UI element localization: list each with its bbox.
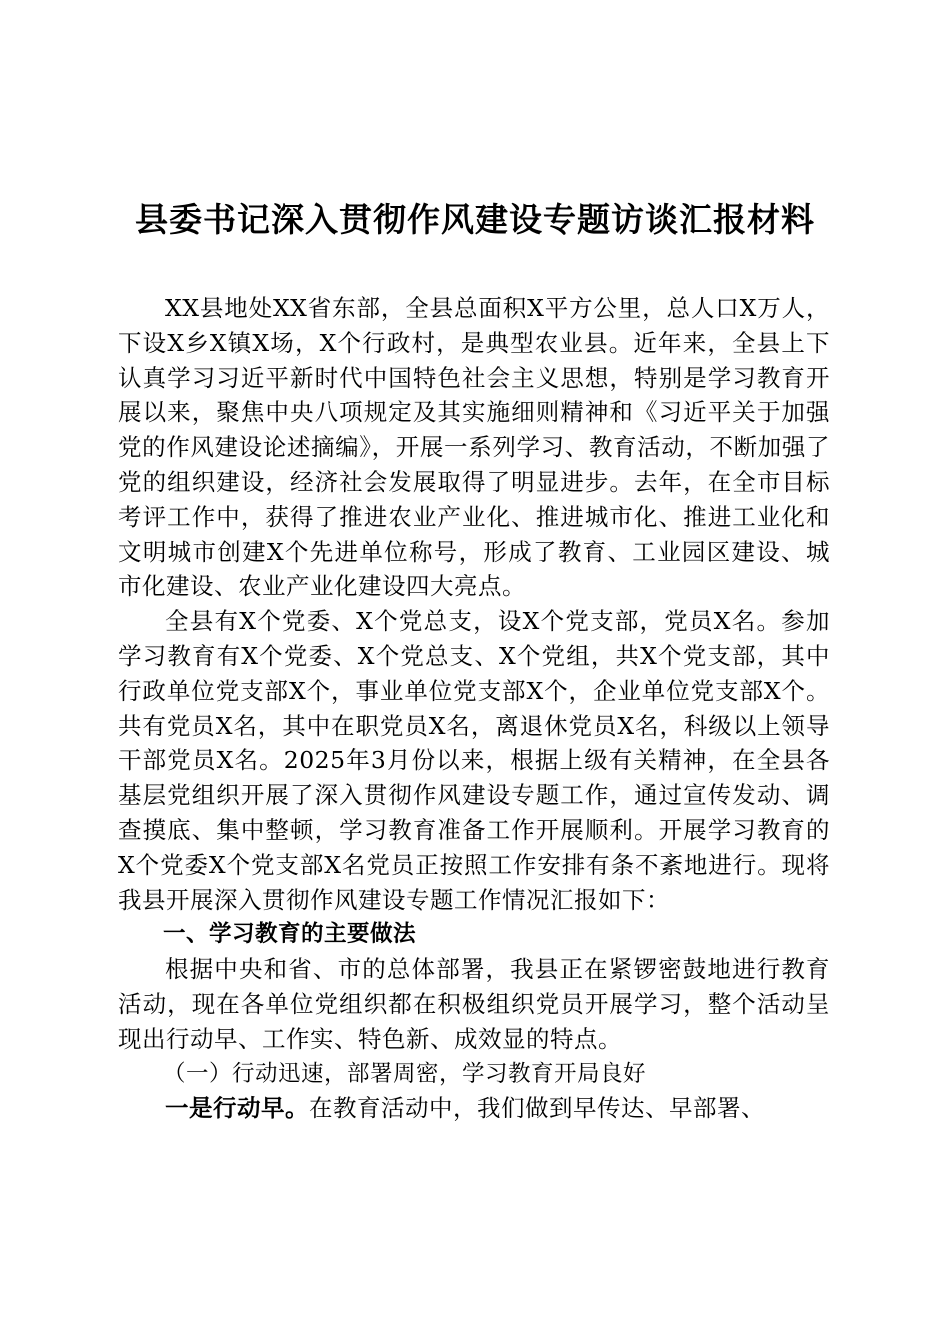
- paragraph-overview: XX县地处XX省东部，全县总面积X平方公里，总人口X万人，下设X乡X镇X场，X个行政村，是典型农业县。近年来，全县上下认真学习习近平新时代中国特色社会主义思想，特别是学习教育开展以来，聚焦中央八项规定及其实施细则精神和《习近平关于加强党的作风建设论述摘编》，开展一系列学习、教育活动，不断加强了党的组织建设，经济社会发展取得了明显进步。去年，在全市目标考评工作中，获得了推进农业产业化、推进城市化、推进工业化和文明城市创建X个先进单位称号，形成了教育、工业园区建设、城市化建设、农业产业化建设四大亮点。: [118, 294, 830, 601]
- document-body: [118, 291, 830, 1126]
- paragraph-party-organizations: 全县有X个党委、X个党总支，设X个党支部，党员X名。参加学习教育有X个党委、X个党总支、X个党组，共X个党支部，其中行政单位党支部X个，事业单位党支部X个，企业单位党支部X个。共有党员X名，其中在职党员X名，离退休党员X名，科级以上领导干部党员X名。2025年3月份以来，根据上级有关精神，在全县各基层党组织开展了深入贯彻作风建设专题工作，通过宣传发动、调查摸底、集中整顿，学习教育准备工作开展顺利。开展学习教育的X个党委X个党支部X名党员正按照工作安排有条不紊地进行。现将我县开展深入贯彻作风建设专题工作情况汇报如下：: [118, 607, 830, 914]
- paragraph-deployment: 根据中央和省、市的总体部署，我县正在紧锣密鼓地进行教育活动，现在各单位党组织都在积极组织党员开展学习，整个活动呈现出行动早、工作实、特色新、成效显的特点。: [118, 955, 830, 1053]
- paragraph-lead-text: 一是行动早。: [165, 1094, 309, 1123]
- section-heading-1: 一、学习教育的主要做法: [163, 921, 417, 948]
- paragraph-body-text: 在教育活动中，我们做到早传达、早部署、: [309, 1094, 765, 1123]
- subsection-heading-1: （一）行动迅速，部署周密，学习教育开局良好: [163, 1060, 647, 1087]
- document-title: 县委书记深入贯彻作风建设专题访谈汇报材料: [135, 200, 815, 239]
- paragraph-action-early: [118, 1091, 830, 1126]
